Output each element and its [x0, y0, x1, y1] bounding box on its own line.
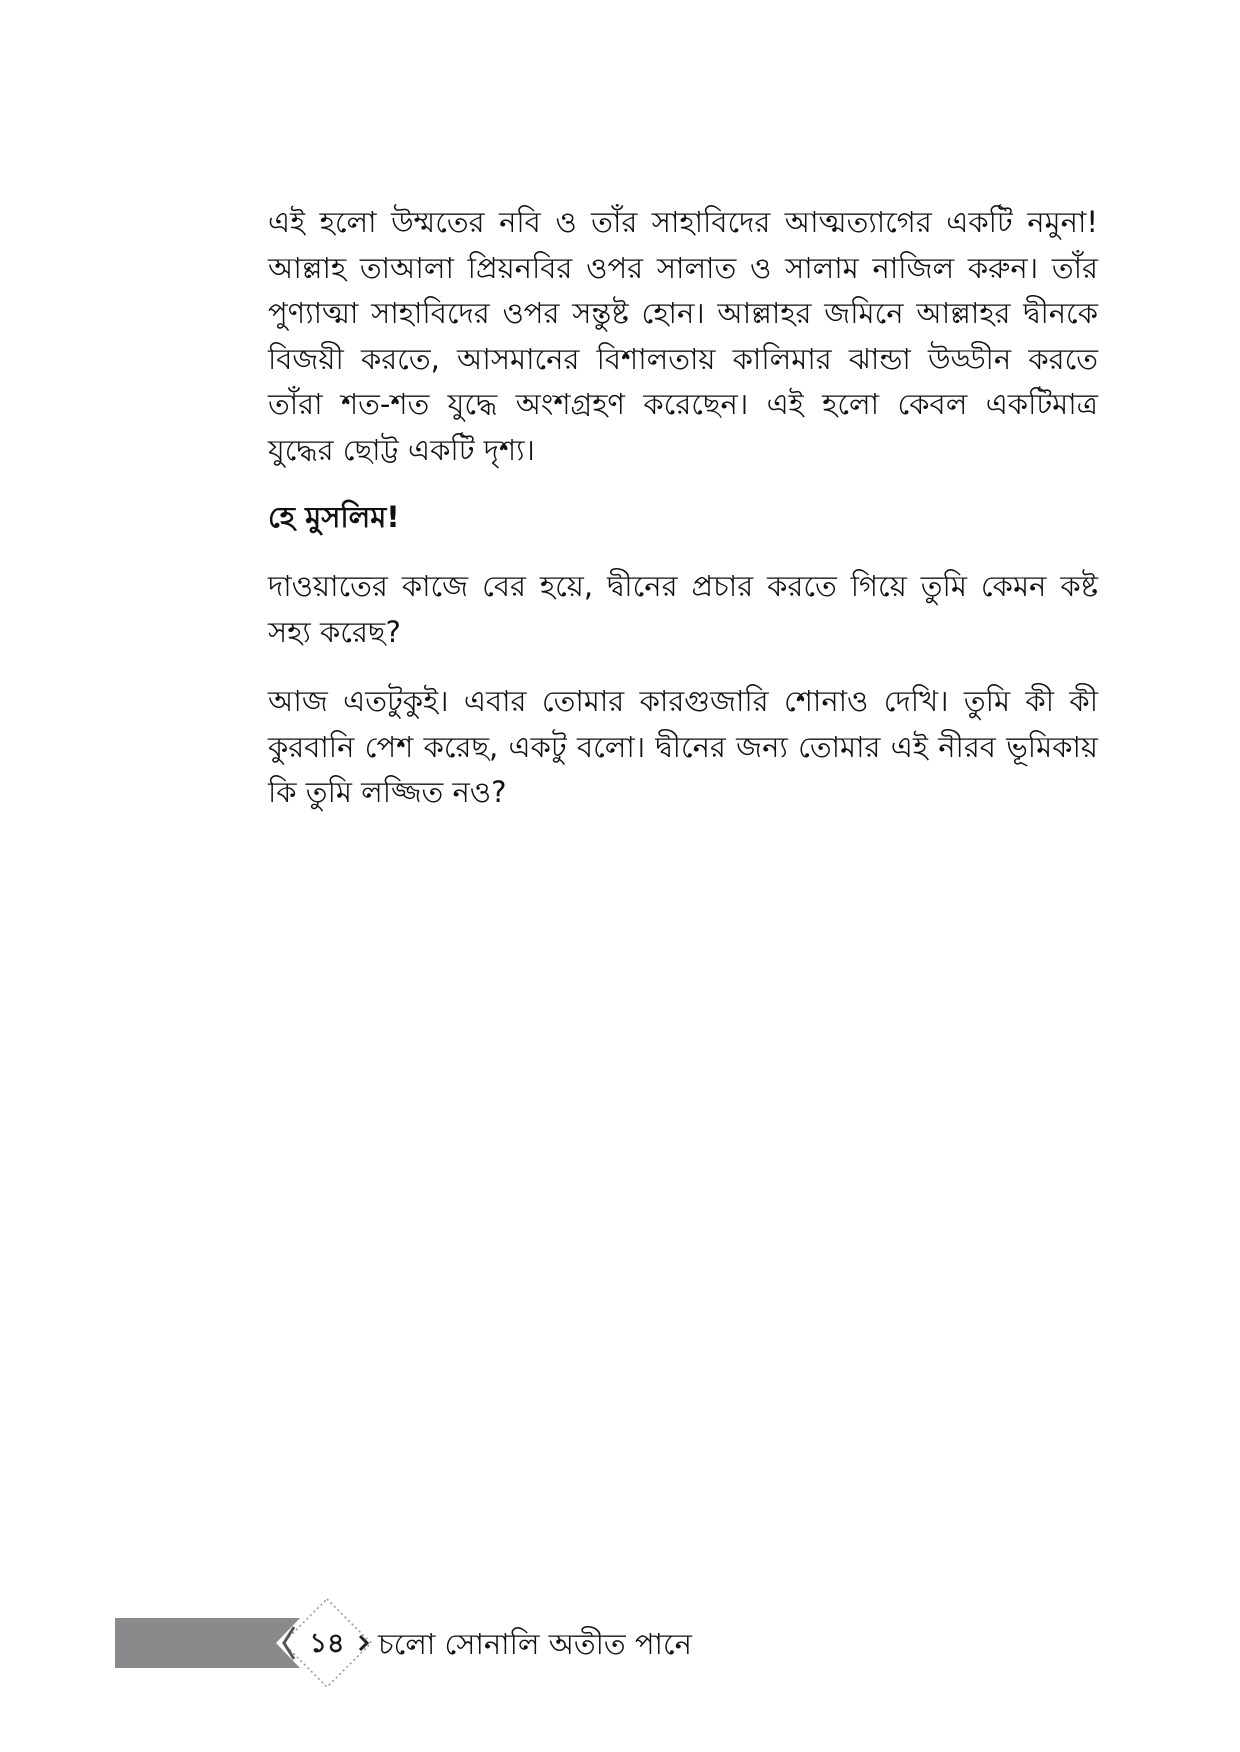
body-paragraph-3: আজ এতটুকুই। এবার তোমার কারগুজারি শোনাও দেখি। তুমি কী কী কুরবানি পেশ করেছ, একটু বলো। দ্বীনের জন্য তোমার এই নীরব ভূমিকায় কি তুমি লজ্জিত নও?	[268, 684, 1098, 809]
page-number: ১৪	[309, 1628, 345, 1659]
page-body	[268, 200, 1098, 816]
body-paragraph-1: এই হলো উম্মতের নবি ও তাঁর সাহাবিদের আত্মত্যাগের একটি নমুনা! আল্লাহ তাআলা প্রিয়নবির ওপর সালাত ও সালাম নাজিল করুন। তাঁর পুণ্যাত্মা সাহাবিদের ওপর সন্তুষ্ট হোন। আল্লাহর জমিনে আল্লাহর দ্বীনকে বিজয়ী করতে, আসমানের বিশালতায় কালিমার ঝান্ডা উড্ডীন করতে তাঁরা শত-শত যুদ্ধে অংশগ্রহণ করেছেন। এই হলো কেবল একটিমাত্র যুদ্ধের ছোট্ট একটি দৃশ্য।	[268, 205, 1098, 467]
footer-bar	[115, 1618, 300, 1668]
page-footer	[0, 1588, 1240, 1698]
body-paragraph-2: দাওয়াতের কাজে বের হয়ে, দ্বীনের প্রচার করতে গিয়ে তুমি কেমন কষ্ট সহ্য করেছ?	[268, 569, 1098, 649]
section-heading: হে মুসলিম!	[268, 500, 400, 534]
running-title: চলো সোনালি অতীত পানে	[378, 1627, 692, 1661]
